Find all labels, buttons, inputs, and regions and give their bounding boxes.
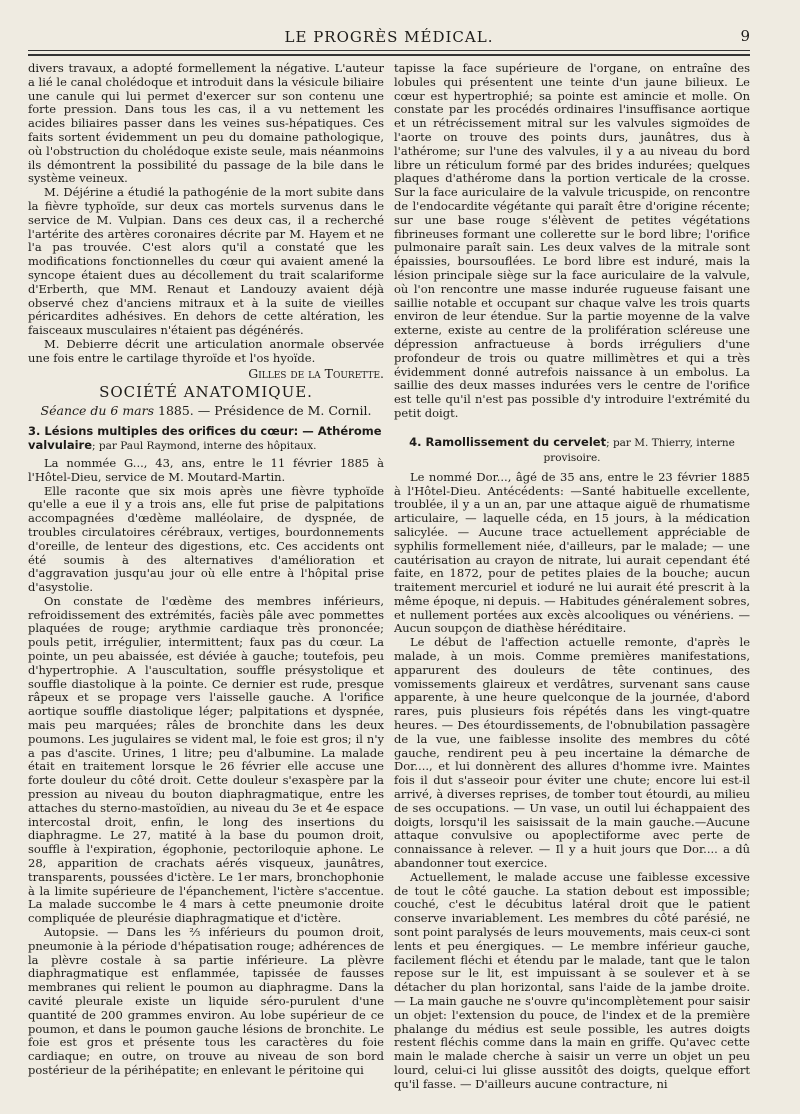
case-4-title: 4. Ramollissement du cervelet xyxy=(409,434,607,449)
right-column xyxy=(394,62,750,1092)
case-4-author: ; par M. Thierry, interne provisoire. xyxy=(543,436,735,464)
running-header xyxy=(28,24,750,50)
section-title: SOCIÉTÉ ANATOMIQUE. xyxy=(99,383,313,402)
page-number: 9 xyxy=(740,27,750,45)
paragraph: M. Déjérine a étudié la pathogénie de la mort subite dans la fièvre typhoïde, sur deux cas mortels survenus dans le service de M. Vulpian. Dans ces deux cas, il a recherché l'artérite des artères coronaires décrite par M. Hayem et ne l'a pas trouvée. C'est alors qu'il a constaté que les modifications fonctionnelles du cœur qui avaient amené la syncope étaient dues au décollement du trait scalariforme d'Erberth, que MM. Renaut et Landouzy avaient déjà observé chez d'anciens mitraux et à la suite de vieilles péricardites adhésives. En dehors de cette altération, les faisceaux musculaires n'étaient pas dégénérés. xyxy=(28,185,384,338)
journal-title: LE PROGRÈS MÉDICAL. xyxy=(284,28,494,46)
paragraph: La nommée G..., 43, ans, entre le 11 février 1885 à l'Hôtel-Dieu, service de M. Moutard-Martin. xyxy=(28,455,384,484)
paragraph: Le début de l'affection actuelle remonte, d'après le malade, à un mois. Comme premières manifestations, apparurent des douleurs de tête continues, des vomissements glaireux et verdâtres, survenant sans cause apparente, à une heure quelconque de la journée, d'abord rares, puis plusieurs fois répétés dans les vingt-quatre heures. — Des étourdissements, de l'obnubilation passagère de la vue, une faiblesse insolite des membres du côté gauche, rendirent peu à peu incertaine la démarche de Dor...., et lui donnèrent des allures d'homme ivre. Maintes fois il dut s'asseoir pour éviter une chute; encore lui est-il arrivé, à diverses reprises, de tomber tout étourdi, au milieu de ses occupations. — Un vase, un outil lui échappaient des doigts, lorsqu'il les saisissait de la main gauche.—Aucune attaque convulsive ou apoplectiforme avec perte de connaissance à relever. — Il y a huit jours que Dor.... a dû abandonner tout exercice. xyxy=(394,635,750,871)
case-4-heading xyxy=(394,435,750,465)
session-presidency: 1885. — Présidence de M. Cornil. xyxy=(154,403,372,419)
paragraph: divers travaux, a adopté formellement la négative. L'auteur a lié le canal cholédoque et introduit dans la vésicule biliaire une canule qui lui permet d'exercer sur son contenu une forte pression. Dans tous les cas, il a vu nettement les acides biliaires passer dans les veines sus-hépatiques. Ces faits sortent évidemment un peu du domaine pathologique, où l'obstruction du cholédoque existe seule, mais néanmoins ils démontrent la possibilité du passage de la bile dans le système veineux. xyxy=(28,61,384,186)
author-signature: Gilles de la Tourette. xyxy=(248,365,384,381)
paragraph: Actuellement, le malade accuse une faiblesse excessive de tout le côté gauche. La station debout est impossible; couché, c'est le décubitus latéral droit que le patient conserve invariablement. Les membres du côté parésié, ne sont point paralysés de leurs mouvements, mais ceux-ci sont lents et peu énergiques. — Le membre inférieur gauche, facilement fléchi et étendu par le malade, tant que le talon repose sur le lit, est impuissant à se soulever et à se détacher du plan horizontal, sans l'aide de la jambe droite. — La main gauche ne s'ouvre qu'incomplètement pour saisir un objet: l'extension du pouce, de l'index et de la première phalange du médius est seule possible, les autres doigts restent fléchis comme dans la main en griffe. Qu'avec cette main le malade cherche à saisir un verre un objet un peu lourd, celui-ci lui glisse aussitôt des doigts, quelque effort qu'il fasse. — D'ailleurs aucune contracture, ni xyxy=(394,869,750,1091)
paragraph: tapisse la face supérieure de l'organe, on entraîne des lobules qui présentent une teinte d'un jaune bilieux. Le cœur est hypertrophié; sa pointe est amincie et molle. On constate par les procédés ordinaires l'insuffisance aortique et un rétrécissement mitral sur les valvules sigmoïdes de l'aorte on trouve des points durs, jaunâtres, dus à l'athérome; sur l'une des valvules, il y a au niveau du bord libre un réticulum formé par des brides indurées; quelques plaques d'athérome dans la portion verticale de la crosse. Sur la face auriculaire de la valvule tricuspide, on rencontre de l'endocardite végétante qui paraît être d'origine récente; sur une base rouge s'élèvent de petites végétations fibrineuses formant une collerette sur le bord libre; l'orifice pulmonaire paraît sain. Les deux valves de la mitrale sont épaissies, boursouflées. Le bord libre est induré, mais la lésion principale siège sur la face auriculaire de la valvule, où l'on rencontre une masse indurée rugueuse faisant une saillie notable et occupant sur chaque valve les trois quarts environ de leur étendue. Sur la partie moyenne de la valve externe, existe au centre de la prolifération scléreuse une dépression anfractueuse à bords irréguliers d'une profondeur de trois ou quatre millimètres et qui a très évidemment donné autrefois naissance à un embolus. La saillie des deux masses indurées vers le centre de l'orifice est telle qu'il n'est pas possible d'y introduire l'extrémité du petit doigt. xyxy=(394,61,750,420)
case-3-title: 3. Lésions multiples des orifices du cœur: — Athérome valvulaire xyxy=(28,423,382,452)
session-line xyxy=(28,404,384,418)
paragraph: Elle raconte que six mois après une fièvre typhoïde qu'elle a eue il y a trois ans, elle fut prise de palpitations accompagnées d'œdème malléolaire, de dyspnée, de troubles circulatoires cérébraux, vertiges, bourdonnements d'oreille, de lenteur des digestions, etc. Ces accidents ont été soumis à des alternatives d'amélioration et d'aggravation jusqu'au jour où elle entre à l'hôpital prise d'asystolie. xyxy=(28,483,384,595)
paragraph: On constate de l'œdème des membres inférieurs, refroidissement des extrémités, faciès pâle avec pommettes plaquées de rouge; arythmie cardiaque très prononcée; pouls petit, irrégulier, intermittent; faux pas du cœur. La pointe, un peu abaissée, est déviée à gauche; toutefois, peu d'hypertrophie. A l'auscultation, souffle présystolique et souffle diastolique à la pointe. Ce dernier est rude, presque râpeux et se propage vers l'aisselle gauche. A l'orifice aortique souffle diastolique léger; palpitations et dyspnée, mais peu marquées; râles de bronchite dans les deux poumons. Les jugulaires se vident mal, le foie est gros; il n'y a pas d'ascite. Urines, 1 litre; peu d'albumine. La malade était en traitement lorsque le 26 février elle accuse une forte douleur du côté droit. Cette douleur s'exaspère par la pression au niveau du bouton diaphragmatique, entre les attaches du sterno-mastoïdien, au niveau du 3e et 4e espace intercostal droit, enfin, le long des insertions du diaphragme. Le 27, matité à la base du poumon droit, souffle à l'expiration, égophonie, pectoriloquie aphone. Le 28, apparition de crachats aérés visqueux, jaunâtres, transparents, poussées d'ictère. Le 1er mars, bronchophonie à la limite supérieure de l'épanchement, l'ictère s'accentue. La malade succombe le 4 mars à cette pneumonie droite compliquée de pleurésie diaphragmatique et d'ictère. xyxy=(28,593,384,926)
case-3-author: ; par Paul Raymond, interne des hôpitaux. xyxy=(92,439,317,452)
case-3-heading xyxy=(28,424,384,453)
session-date: Séance du 6 mars xyxy=(40,403,155,419)
left-column xyxy=(28,62,384,1078)
paragraph: Le nommé Dor..., âgé de 35 ans, entre le 23 février 1885 à l'Hôtel-Dieu. Antécédents: —Santé habituelle excellente, troublée, il y a un an, par une attaque aiguë de rhumatisme articulaire, — laquelle céda, en 15 jours, à la médication salicylée. — Aucune trace actuellement appréciable de syphilis formellement niée, d'ailleurs, par le malade; — une cautérisation au crayon de nitrate, lui aurait cependant été faite, en 1872, pour de petites plaies de la bouche; aucun traitement mercuriel et ioduré ne lui aurait été prescrit à la même époque, ni depuis. — Habitudes généralement sobres, et nullement portées aux excès alcooliques ou vénériens. — Aucun soupçon de diathèse héréditaire. xyxy=(394,469,750,636)
header-rule-thin xyxy=(28,50,750,51)
header-rule-thick xyxy=(28,54,750,56)
paragraph: M. Debierre décrit une articulation anormale observée une fois entre le cartilage thyroïde et l'os hyoïde. xyxy=(28,336,384,365)
paragraph: Autopsie. — Dans les ⅔ inférieurs du poumon droit, pneumonie à la période d'hépatisation rouge; adhérences de la plèvre costale à sa partie inférieure. La plèvre diaphragmatique est enflammée, tapissée de fausses membranes qui relient le poumon au diaphragme. Dans la cavité pleurale existe un liquide séro-purulent d'une quantité de 200 grammes environ. Au lobe supérieur de ce poumon, et dans le poumon gauche lésions de bronchite. Le foie est gros et présente tous les caractères du foie cardiaque; en outre, on trouve au niveau de son bord postérieur de la périhépatite; en enlevant le péritoine qui xyxy=(28,925,384,1077)
